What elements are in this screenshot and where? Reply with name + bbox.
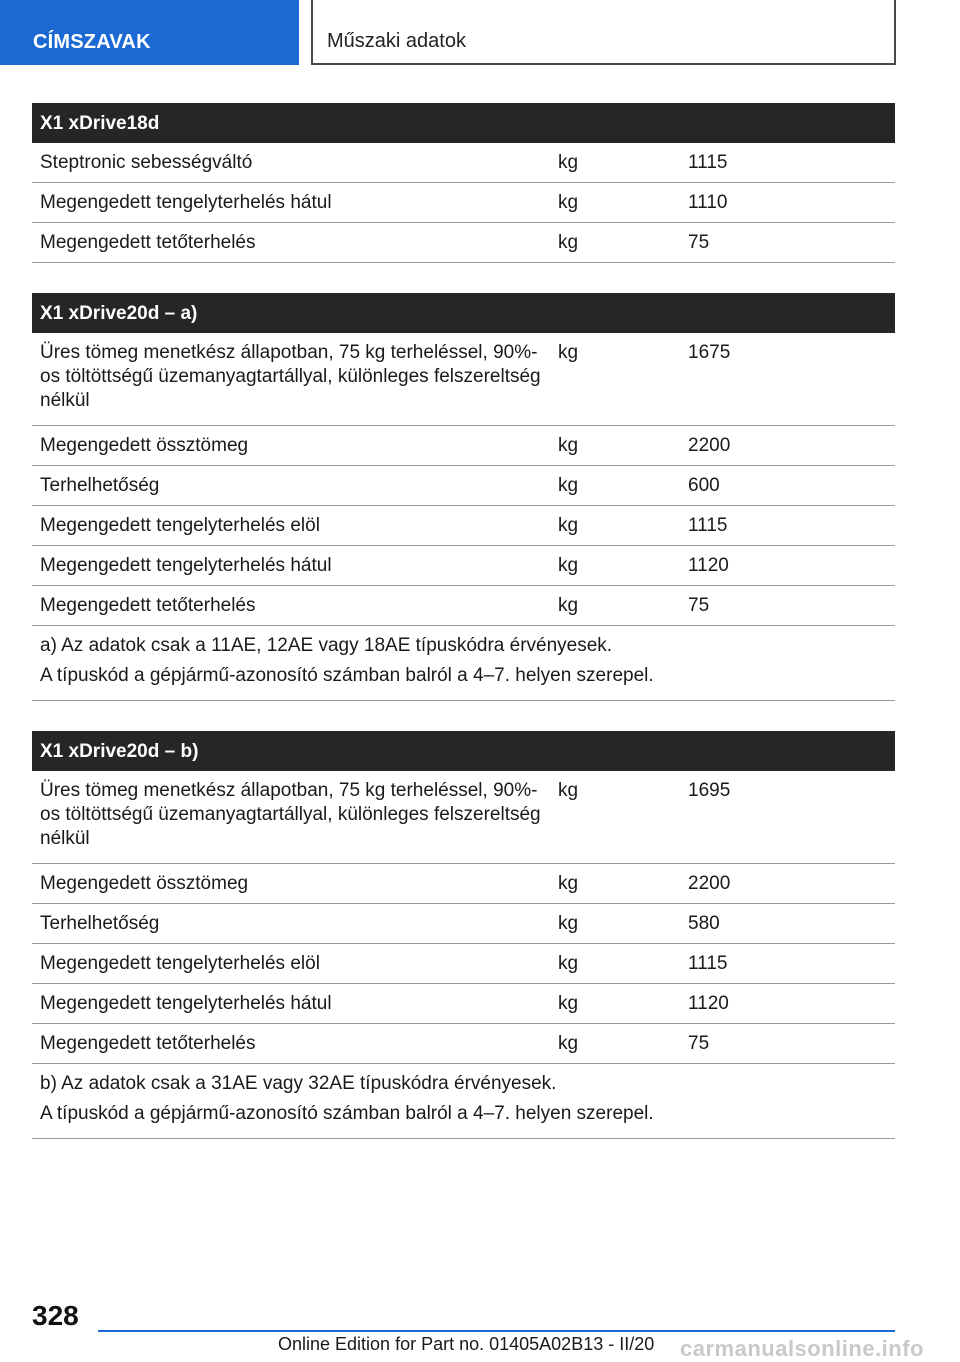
row-unit: kg	[558, 475, 579, 496]
table-footnote	[32, 626, 895, 701]
row-value: 1115	[688, 515, 728, 536]
footer-divider	[98, 1330, 895, 1332]
row-unit: kg	[558, 192, 579, 213]
table-row	[32, 586, 895, 626]
row-value: 580	[688, 913, 720, 934]
row-value: 75	[688, 1033, 710, 1054]
row-label: Steptronic sebességváltó	[40, 152, 253, 173]
spec-table-xdrive18d	[32, 103, 895, 263]
row-value: 2200	[688, 435, 731, 456]
row-unit: kg	[558, 555, 579, 576]
row-unit: kg	[558, 993, 579, 1014]
table-title: X1 xDrive20d – b)	[32, 731, 895, 771]
row-value: 2200	[688, 873, 731, 894]
spec-table-xdrive20d-a	[32, 293, 895, 701]
row-unit: kg	[558, 913, 579, 934]
table-row	[32, 546, 895, 586]
footnote-line: b) Az adatok csak a 31AE vagy 32AE típuskódra érvényesek.	[40, 1073, 557, 1094]
row-unit: kg	[558, 152, 579, 173]
table-row	[32, 771, 895, 864]
row-value: 1695	[688, 780, 731, 801]
table-row	[32, 944, 895, 984]
table-title: X1 xDrive18d	[32, 103, 895, 143]
row-unit: kg	[558, 873, 579, 894]
content	[32, 103, 895, 1169]
row-unit: kg	[558, 780, 579, 801]
row-label: Terhelhetőség	[40, 475, 160, 496]
row-value: 1115	[688, 152, 728, 173]
row-label: Megengedett tetőterhelés	[40, 595, 256, 616]
row-unit: kg	[558, 595, 579, 616]
row-unit: kg	[558, 1033, 579, 1054]
table-row	[32, 426, 895, 466]
spec-table-xdrive20d-b	[32, 731, 895, 1139]
edition-text: Online Edition for Part no. 01405A02B13 - II/20	[278, 1334, 655, 1354]
row-label: Megengedett össztömeg	[40, 435, 249, 456]
row-value: 1120	[688, 993, 729, 1014]
row-label: Megengedett tengelyterhelés hátul	[40, 993, 332, 1014]
row-label: Üres tömeg menetkész állapotban, 75 kg terheléssel, 90%-os töltöttségű üzemanyagtartállyal, különleges felszereltség nélkül	[40, 342, 541, 411]
row-label: Üres tömeg menetkész állapotban, 75 kg terheléssel, 90%-os töltöttségű üzemanyagtartállyal, különleges felszereltség nélkül	[40, 780, 541, 849]
row-label: Megengedett tengelyterhelés hátul	[40, 555, 332, 576]
table-row	[32, 1024, 895, 1064]
row-unit: kg	[558, 435, 579, 456]
row-unit: kg	[558, 232, 579, 253]
row-label: Megengedett tengelyterhelés hátul	[40, 192, 332, 213]
row-value: 75	[688, 232, 710, 253]
row-label: Megengedett össztömeg	[40, 873, 249, 894]
page-header	[0, 0, 960, 66]
row-value: 1110	[688, 192, 728, 213]
row-label: Megengedett tetőterhelés	[40, 1033, 256, 1054]
table-row	[32, 333, 895, 426]
table-row	[32, 904, 895, 944]
table-row	[32, 143, 895, 183]
table-footnote	[32, 1064, 895, 1139]
footnote-line: A típuskód a gépjármű-azonosító számban balról a 4–7. helyen szerepel.	[40, 665, 654, 686]
table-row	[32, 183, 895, 223]
row-unit: kg	[558, 342, 579, 363]
row-label: Megengedett tetőterhelés	[40, 232, 256, 253]
footnote-line: A típuskód a gépjármű-azonosító számban balról a 4–7. helyen szerepel.	[40, 1103, 654, 1124]
row-value: 1115	[688, 953, 728, 974]
table-row	[32, 223, 895, 263]
row-value: 600	[688, 475, 720, 496]
row-unit: kg	[558, 515, 579, 536]
row-unit: kg	[558, 953, 579, 974]
section-tab-keywords[interactable]: CÍMSZAVAK	[0, 0, 299, 65]
table-row	[32, 984, 895, 1024]
row-value: 75	[688, 595, 710, 616]
row-label: Megengedett tengelyterhelés elöl	[40, 515, 320, 536]
table-row	[32, 864, 895, 904]
table-title: X1 xDrive20d – a)	[32, 293, 895, 333]
table-row	[32, 506, 895, 546]
row-label: Terhelhetőség	[40, 913, 160, 934]
page-title: Műszaki adatok	[311, 0, 896, 65]
table-row	[32, 466, 895, 506]
watermark: carmanualsonline.info	[680, 1336, 924, 1361]
row-label: Megengedett tengelyterhelés elöl	[40, 953, 320, 974]
row-value: 1675	[688, 342, 731, 363]
footnote-line: a) Az adatok csak a 11AE, 12AE vagy 18AE típuskódra érvényesek.	[40, 635, 613, 656]
page-number: 328	[32, 1300, 79, 1331]
row-value: 1120	[688, 555, 729, 576]
